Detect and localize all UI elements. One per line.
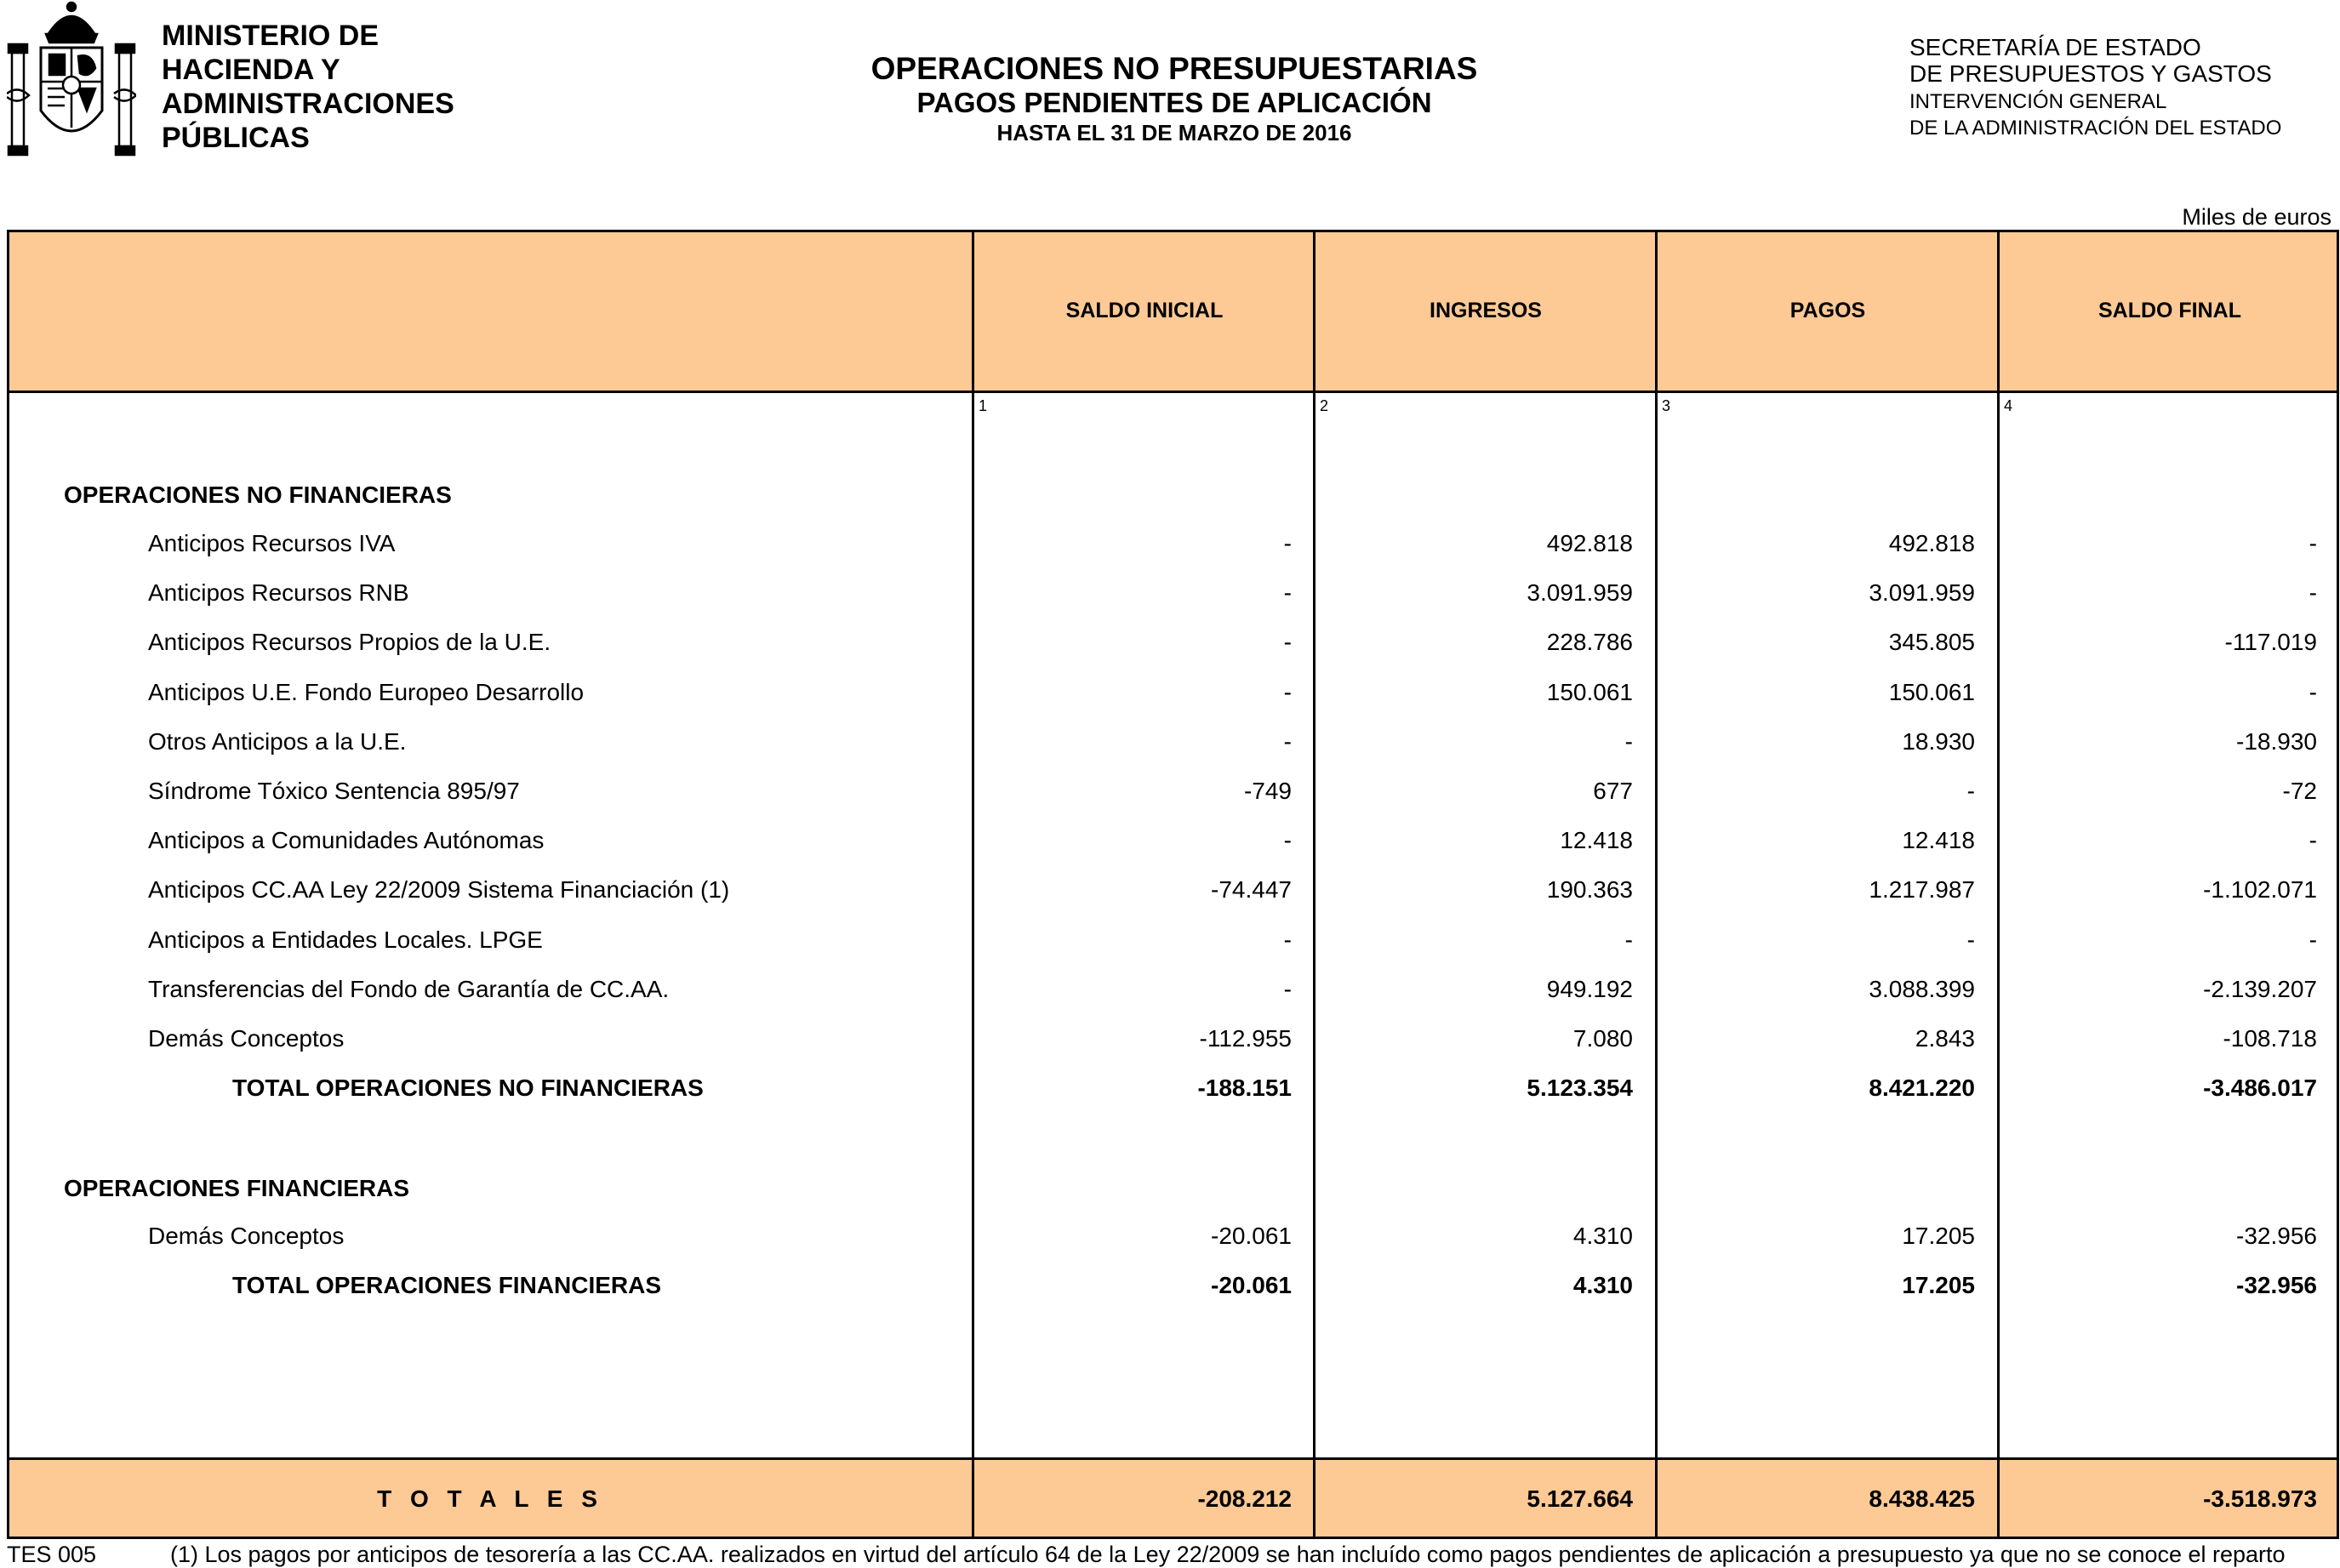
- column-header: INGRESOS: [1430, 299, 1542, 322]
- cell-value: 3.091.959: [1869, 579, 1975, 607]
- totals-label: T O T A L E S: [377, 1485, 603, 1512]
- ministry-name: [162, 19, 454, 155]
- cell-value: 4.310: [1572, 1223, 1633, 1249]
- row-label: Demás Conceptos: [148, 1223, 345, 1249]
- column-number: 1: [979, 397, 988, 414]
- cell-value: 5.123.354: [1527, 1075, 1633, 1102]
- column-header: SALDO FINAL: [2097, 299, 2242, 322]
- cell-value: -: [2309, 678, 2317, 705]
- cell-value: -: [1624, 926, 1633, 953]
- intervencion-line: DE LA ADMINISTRACIÓN DEL ESTADO: [1909, 117, 2282, 140]
- cell-value: 8.421.220: [1869, 1075, 1975, 1102]
- cell-value: -: [1283, 827, 1292, 854]
- secretaria-block: [1909, 34, 2281, 140]
- document-code: TES 005: [7, 1542, 97, 1567]
- ministry-line: PÚBLICAS: [162, 122, 310, 154]
- totals-value: 5.127.664: [1527, 1485, 1633, 1512]
- ministry-line: HACIENDA Y: [162, 54, 340, 86]
- cell-value: -749: [1243, 778, 1292, 804]
- cell-value: -18.930: [2236, 727, 2317, 755]
- section-title: OPERACIONES NO FINANCIERAS: [64, 482, 452, 508]
- cell-value: -: [1283, 975, 1292, 1002]
- row-label: Demás Conceptos: [148, 1025, 345, 1052]
- cell-value: -: [1624, 727, 1633, 755]
- cell-value: -117.019: [2224, 629, 2317, 656]
- row-label: TOTAL OPERACIONES FINANCIERAS: [232, 1272, 662, 1299]
- cell-value: -: [1966, 926, 1975, 953]
- units-label: Miles de euros: [2182, 204, 2331, 230]
- cell-value: -: [1283, 678, 1292, 705]
- cell-value: -188.151: [1197, 1075, 1292, 1102]
- report-subtitle: PAGOS PENDIENTES DE APLICACIÓN: [916, 87, 1432, 118]
- table-row: [9, 876, 2337, 919]
- row-label: Anticipos Recursos Propios de la U.E.: [148, 629, 551, 656]
- table-row: [9, 629, 2337, 671]
- cell-value: 190.363: [1546, 876, 1633, 904]
- cell-value: 17.205: [1902, 1272, 1975, 1299]
- cell-value: -20.061: [1211, 1272, 1292, 1299]
- row-label: Anticipos Recursos RNB: [148, 579, 409, 607]
- cell-value: -74.447: [1211, 876, 1292, 904]
- cell-value: 4.310: [1572, 1272, 1633, 1299]
- cell-value: 228.786: [1546, 629, 1633, 656]
- column-number: 3: [1662, 397, 1671, 414]
- row-label: Anticipos Recursos IVA: [148, 530, 396, 556]
- cell-value: -: [2309, 530, 2317, 556]
- cell-value: -: [2309, 926, 2317, 953]
- ministry-line: MINISTERIO DE: [162, 20, 380, 52]
- cell-value: -3.486.017: [2203, 1075, 2317, 1102]
- column-header: SALDO INICIAL: [1065, 299, 1224, 322]
- cell-value: -72: [2282, 778, 2317, 804]
- cell-value: -: [1283, 579, 1292, 607]
- table-row: [9, 728, 2337, 771]
- table-row: [9, 827, 2337, 870]
- cell-value: 1.217.987: [1869, 876, 1975, 904]
- footnote: (1) Los pagos por anticipos de tesorería a las CC.AA. realizados en virtud del artículo 64 de la Ley 22/2009 se han incluído como pagos pendientes de aplicación a presupuesto ya que no se conoce el reparto: [170, 1542, 2286, 1567]
- row-label: Anticipos CC.AA Ley 22/2009 Sistema Financiación (1): [148, 876, 730, 904]
- cell-value: 150.061: [1888, 678, 1975, 705]
- cell-value: 677: [1593, 778, 1633, 804]
- table-row: [9, 1223, 2337, 1265]
- cell-value: -2.139.207: [2203, 975, 2317, 1002]
- cell-value: 17.205: [1902, 1223, 1975, 1249]
- column-number: 2: [1320, 397, 1329, 414]
- table-row: [9, 579, 2337, 622]
- intervencion-line: INTERVENCIÓN GENERAL: [1909, 90, 2167, 113]
- cell-value: 7.080: [1572, 1025, 1633, 1052]
- row-label: TOTAL OPERACIONES NO FINANCIERAS: [232, 1075, 704, 1102]
- column-header: PAGOS: [1789, 299, 1866, 322]
- row-label: Otros Anticipos a la U.E.: [148, 727, 407, 755]
- cell-value: 3.091.959: [1527, 579, 1633, 607]
- table-row: [9, 976, 2337, 1018]
- total-row: [9, 1272, 2337, 1314]
- cell-value: -: [1283, 629, 1292, 656]
- report-title: OPERACIONES NO PRESUPUESTARIAS: [870, 51, 1478, 86]
- cell-value: -112.955: [1199, 1025, 1292, 1052]
- total-row: [9, 1075, 2337, 1117]
- table-row: [9, 778, 2337, 820]
- cell-value: -: [1283, 926, 1292, 953]
- cell-value: 150.061: [1546, 678, 1633, 705]
- cell-value: -: [1966, 778, 1975, 804]
- row-label: Anticipos a Comunidades Autónomas: [148, 827, 545, 854]
- ministry-line: ADMINISTRACIONES: [162, 88, 454, 120]
- row-label: Transferencias del Fondo de Garantía de CC.AA.: [148, 975, 670, 1002]
- totals-value: -208.212: [1197, 1485, 1292, 1512]
- cell-value: 12.418: [1560, 827, 1633, 854]
- table-row: [9, 530, 2337, 573]
- coat-of-arms-icon: [7, 0, 136, 162]
- cell-value: -1.102.071: [2203, 876, 2317, 904]
- cell-value: 3.088.399: [1869, 975, 1975, 1002]
- secretaria-line: SECRETARÍA DE ESTADO: [1909, 34, 2201, 60]
- row-label: Anticipos U.E. Fondo Europeo Desarrollo: [148, 678, 585, 705]
- row-label: Anticipos a Entidades Locales. LPGE: [148, 926, 543, 953]
- table-row: [9, 679, 2337, 721]
- cell-value: 492.818: [1546, 530, 1633, 556]
- cell-value: -108.718: [2223, 1025, 2317, 1052]
- section-title: OPERACIONES FINANCIERAS: [64, 1175, 410, 1201]
- cell-value: 12.418: [1902, 827, 1975, 854]
- totals-value: -3.518.973: [2203, 1485, 2317, 1512]
- cell-value: 2.843: [1915, 1025, 1975, 1052]
- secretaria-line: DE PRESUPUESTOS Y GASTOS: [1909, 60, 2272, 87]
- cell-value: 949.192: [1546, 975, 1633, 1002]
- totals-value: 8.438.425: [1869, 1485, 1975, 1512]
- table-row: [9, 927, 2337, 969]
- cell-value: -32.956: [2236, 1272, 2317, 1299]
- report-title-block: [766, 51, 1583, 146]
- cell-value: -: [2309, 827, 2317, 854]
- row-label: Síndrome Tóxico Sentencia 895/97: [148, 778, 520, 804]
- table-row: [9, 1025, 2337, 1068]
- data-table: [7, 230, 2339, 1539]
- cell-value: -: [2309, 579, 2317, 607]
- cell-value: 345.805: [1888, 629, 1975, 656]
- cell-value: -20.061: [1211, 1223, 1292, 1249]
- cell-value: 18.930: [1902, 727, 1975, 755]
- report-date: HASTA EL 31 DE MARZO DE 2016: [996, 120, 1352, 145]
- cell-value: -: [1283, 530, 1292, 556]
- column-number: 4: [2004, 397, 2013, 414]
- cell-value: -32.956: [2236, 1223, 2317, 1249]
- cell-value: -: [1283, 727, 1292, 755]
- cell-value: 492.818: [1888, 530, 1975, 556]
